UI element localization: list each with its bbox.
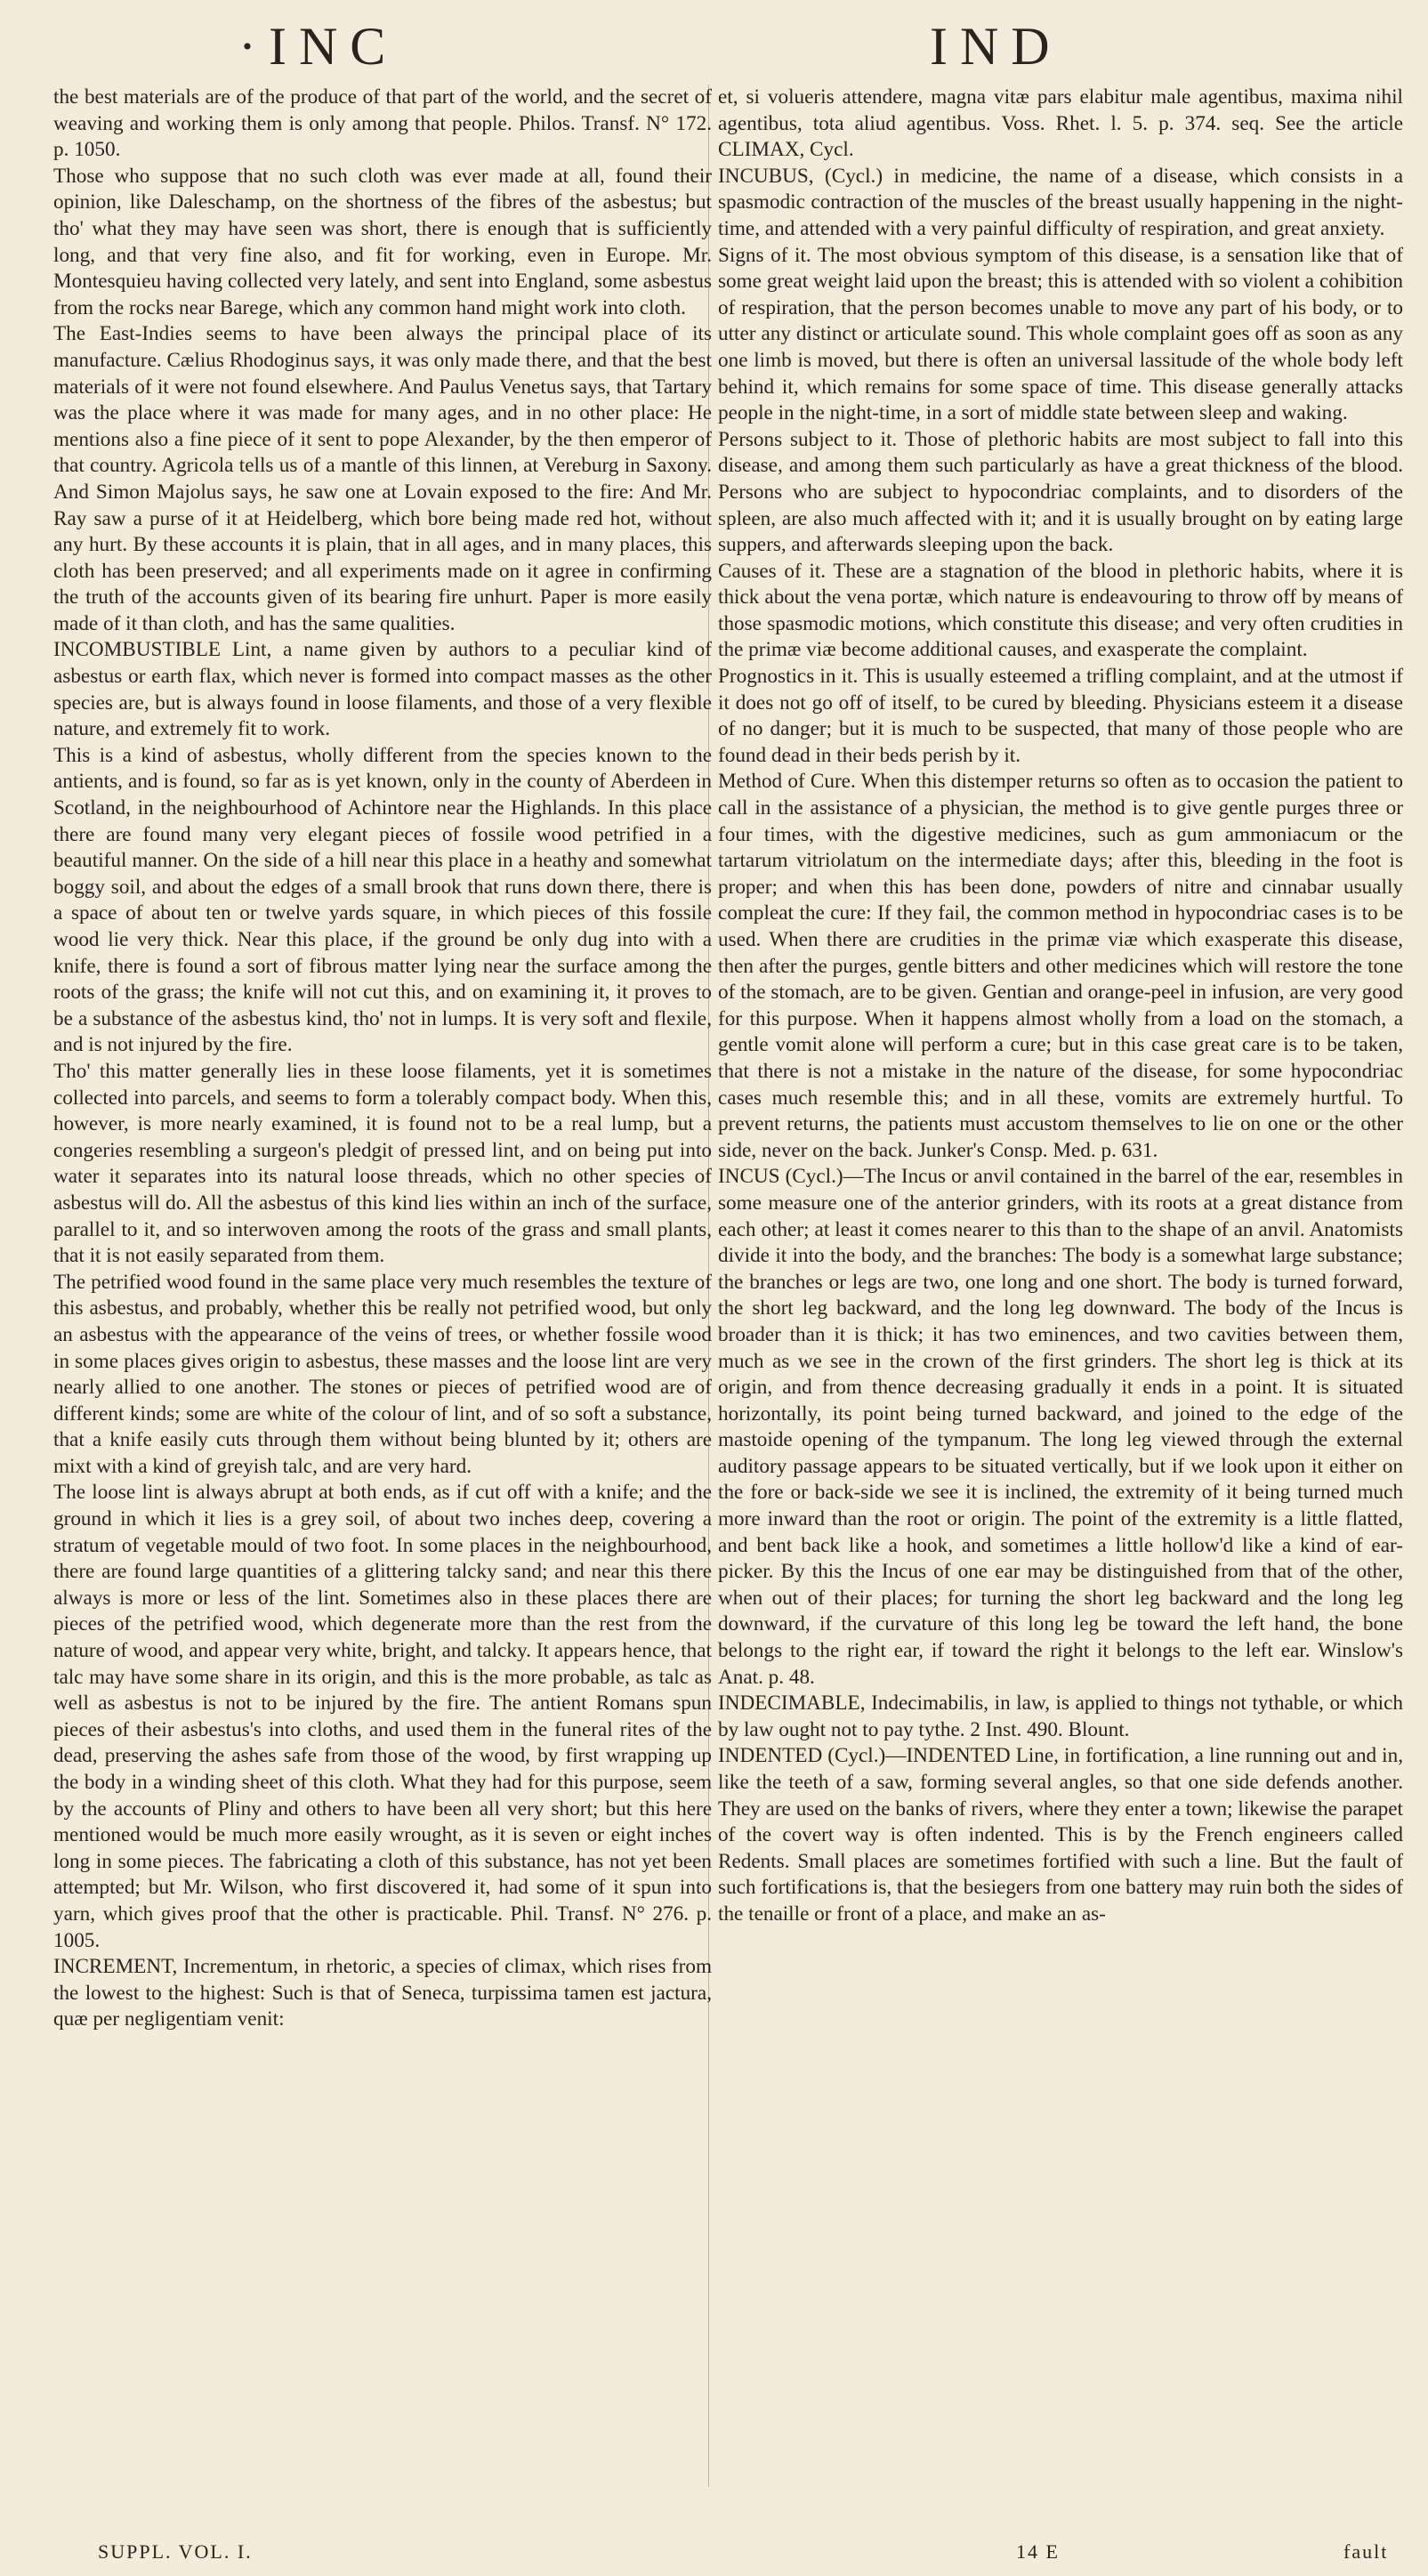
paragraph: The loose lint is always abrupt at both ends, as if cut off with a knife; and the ground in which it lies is a grey soil, of about two inches deep, covering a stratum of vegetable mould of two foot. In some places in the neighbourhood, there are found large quantities of a glittering talcky sand; and near this there always is more or less of the lint. Sometimes also in these places there are pieces of the petrified wood, which degenerate more than the rest from the nature of wood, and appear very white, bright, and talcky. It appears hence, that talc may have some share in its origin, and this is the more probable, as talc as well as asbestus is not to be injured by the fire. The antient Romans spun pieces of their asbestus's into cloths, and used them in the funeral rites of the dead, preserving the ashes safe from those of the wood, by first wrapping up the body in a winding sheet of this cloth. What they had for this purpose, seem by the accounts of Pliny and others to have been all very short; but this here mentioned would be much more easily wrought, as it is seven or eight inches long in some pieces. The fabricating a cloth of this substance, has not yet been attempted; but Mr. Wilson, who first discovered it, had some of it spun into yarn, which gives proof that the other is practicable. Phil. Transf. N° 276. p. 1005. xyxy=(53,1481,712,1952)
paragraph: The petrified wood found in the same place very much resembles the texture of this asbestus, and probably, whether this be really not petrified wood, but only an asbestus with the appearance of the veins of trees, or whether fossile wood in some places gives origin to asbestus, these masses and the loose lint are very nearly allied to one another. The stones or pieces of petrified wood are of different kinds; some are white of the colour of lint, and of so soft a substance, that a knife easily cuts through them without being blunted by it; others are mixt with a kind of greyish talc, and are very hard. xyxy=(53,1270,712,1478)
paragraph: This is a kind of asbestus, wholly different from the species known to the antients, and is found, so far as is yet known, only in the county of Aberdeen in Scotland, in the neighbourhood of Achintore near the Highlands. In this place there are found many very elegant pieces of fossile wood petrified in a beautiful manner. On the side of a hill near this place in a heathy and somewhat boggy soil, and about the edges of a small brook that runs down there, there is a space of about ten or twelve yards square, in which pieces of this fossile wood lie very thick. Near this place, if the ground be only dug into with a knife, there is found a sort of fibrous matter lying near the surface among the roots of the grass; the knife will not cut this, and on examining it, it proves to be a substance of the asbestus kind, tho' not in lumps. It is very soft and flexile, and is not injured by the fire. xyxy=(53,743,712,1057)
paragraph: Causes of it. These are a stagnation of the blood in plethoric habits, where it is thick about the vena portæ, which nature is endeavouring to throw off by means of those spasmodic motions, which constitute this disease; and very often crudities in the primæ viæ become additional causes, and exasperate the complaint. xyxy=(718,559,1403,662)
left-column xyxy=(53,85,712,2033)
entry-incombustible-lint: INCOMBUSTIBLE Lint, a name given by authors to a peculiar kind of asbestus or earth flax, which never is formed into compact masses as the other species are, but is always found in loose filaments, and those of a very flexible nature, and extremely fit to work. xyxy=(53,638,712,741)
paragraph: Persons subject to it. Those of plethoric habits are most subject to fall into this disease, and among them such particularly as have a great thickness of the blood. Persons who are subject to hypocondriac complaints, and to disorders of the spleen, are also much affected with it; and it is usually brought on by eating large suppers, and afterwards sleeping upon the back. xyxy=(718,427,1403,557)
entry-indecimable: INDECIMABLE, Indecimabilis, in law, is applied to things not tythable, or which by law ought not to pay tythe. 2 Inst. 490. Blount. xyxy=(718,1692,1403,1741)
running-head-left: ·INC xyxy=(238,17,399,76)
paragraph: Prognostics in it. This is usually esteemed a trifling complaint, and at the utmost if it does not go off of itself, to be cured by bleeding. Physicians esteem it a disease of no danger; but it is much to be suspected, that many of those people who are found dead in their beds perish by it. xyxy=(718,665,1403,767)
entry-incubus: INCUBUS, (Cycl.) in medicine, the name of a disease, which consists in a spasmodic contraction of the muscles of the breast usually happening in the night-time, and attended with a very painful difficulty of respiration, and great anxiety. xyxy=(718,164,1403,240)
paragraph: Those who suppose that no such cloth was ever made at all, found their opinion, like Daleschamp, on the shortness of the fibres of the asbestus; but tho' what they may have seen was short, there is enough that is sufficiently long, and that very fine also, and fit for working, even in Europe. Mr. Montesquieu having collected very lately, and sent into England, some asbestus from the rocks near Barege, which any common hand might work into cloth. xyxy=(53,164,712,319)
paragraph: Signs of it. The most obvious symptom of this disease, is a sensation like that of some great weight laid upon the breast; this is attended with so violent a cohibition of respiration, that the person becomes unable to move any part of his body, or to utter any distinct or articulate sound. This whole complaint goes off as soon as any one limb is moved, but there is often an universal lassitude of the whole body left behind it, which remains for some space of time. This disease generally attacks people in the night-time, in a sort of middle state between sleep and waking. xyxy=(718,243,1403,425)
entry-incus: INCUS (Cycl.)—The Incus or anvil contained in the barrel of the ear, resembles in some measure one of the anterior grinders, with its roots at a great distance from each other; at least it comes nearer to this than to the shape of an anvil. Anatomists divide it into the body, and the branches: The body is a somewhat large substance; the branches or legs are two, one long and one short. The body is turned forward, the short leg backward, and the long leg downward. The body of the Incus is broader than it is thick; it has two eminences, and two cavities between them, much as we see in the crown of the first grinders. The short leg is thick at its origin, and from thence decreasing gradually it ends in a point. It is situated horizontally, its point being turned backward, and joined to the edge of the mastoide opening of the tympanum. The long leg viewed through the external auditory passage appears to be situated vertically, but if we look upon it either on the fore or back-side we see it is inclined, the extremity of it being turned much more inward than the root or origin. The point of the extremity is a little flatted, and bent back like a hook, and sometimes a little hollow'd like a kind of ear-picker. By this the Incus of one ear may be distinguished from that of the other, when out of their places; for turning the short leg backward and the long leg downward, if the curvature of this long leg be toward the left hand, the bone belongs to the right ear, if toward the right it belongs to the left ear. Winslow's Anat. p. 48. xyxy=(718,1165,1403,1689)
signature-mark: SUPPL. VOL. I. xyxy=(98,2540,253,2563)
right-column xyxy=(718,85,1403,1928)
paragraph: The East-Indies seems to have been always the principal place of its manufacture. Cælius Rhodoginus says, it was only made there, and that the best materials of it were not found elsewhere. And Paulus Venetus says, that Tartary was the place where it was made for many ages, and in no other place: He mentions also a fine piece of it sent to pope Alexander, by the then emperor of that country. Agricola tells us of a mantle of this linnen, at Vereburg in Saxony. And Simon Majolus says, he saw one at Lovain exposed to the fire: And Mr. Ray saw a purse of it at Heidelberg, which bore being made red hot, without any hurt. By these accounts it is plain, that in all ages, and in many places, this cloth has been preserved; and all experiments made on it agree in confirming the truth of the accounts given of its bearing fire unhurt. Paper is more easily made of it than cloth, and has the same qualities. xyxy=(53,322,712,635)
paragraph: et, si volueris attendere, magna vitæ pars elabitur male agentibus, maxima nihil agentibus, tota aliud agentibus. Voss. Rhet. l. 5. p. 374. seq. See the article CLIMAX, Cycl. xyxy=(718,85,1403,162)
paragraph: Tho' this matter generally lies in these loose filaments, yet it is sometimes collected into parcels, and seems to form a tolerably compact body. When this, however, is more nearly examined, it is found not to be a real lump, but a congeries resembling a surgeon's pledgit of pressed lint, and on being put into water it separates into its natural loose threads, which no other species of asbestus will do. All the asbestus of this kind lies within an inch of the surface, parallel to it, and so interwoven among the roots of the grass and small plants, that it is not easily separated from them. xyxy=(53,1059,712,1268)
gathering-mark: 14 E xyxy=(1016,2540,1060,2563)
paragraph: Method of Cure. When this distemper returns so often as to occasion the patient to call in the assistance of a physician, the method is to give gentle purges three or four times, with the digestive medicines, such as gum ammoniacum or the tartarum vitriolatum on the intermediate days; after this, bleeding in the foot is proper; and when this has been done, powders of nitre and cinnabar usually compleat the cure: If they fail, the common method in hypocondriac cases is to be used. When there are crudities in the primæ viæ which exasperate this disease, then after the purges, gentle bitters and other medicines which will restore the tone of the stomach, are to be given. Gentian and orange-peel in infusion, are very good for this purpose. When it happens almost wholly from a load on the stomach, a gentle vomit alone will perform a cure; but in this case great care is to be taken, that there is not a mistake in the nature of the disease, for some hypocondriac cases much resemble this; and in all these, vomits are extremely hurtful. To prevent returns, the patients must accustom themselves to lie on one or the other side, never on the back. Junker's Consp. Med. p. 631. xyxy=(718,770,1403,1162)
catchword: fault xyxy=(1343,2540,1389,2563)
entry-indented: INDENTED (Cycl.)—INDENTED Line, in fortification, a line running out and in, like the teeth of a saw, forming several angles, so that one side defends another. They are used on the banks of rivers, where they enter a town; likewise the parapet of the covert way is often indented. This is by the French engineers called Redents. Small places are sometimes fortified with such a line. But the fault of such fortifications is, that the besiegers from one battery may ruin both the sides of the tenaille or front of a place, and make an as- xyxy=(718,1744,1403,1926)
paragraph: the best materials are of the produce of that part of the world, and the secret of weaving and working them is only among that people. Philos. Transf. N° 172. p. 1050. xyxy=(53,85,712,162)
running-head-right: IND xyxy=(930,17,1062,76)
entry-increment: INCREMENT, Incrementum, in rhetoric, a species of climax, which rises from the lowest to the highest: Such is that of Seneca, turpissima tamen est jactura, quæ per negligentiam venit: xyxy=(53,1955,712,2031)
